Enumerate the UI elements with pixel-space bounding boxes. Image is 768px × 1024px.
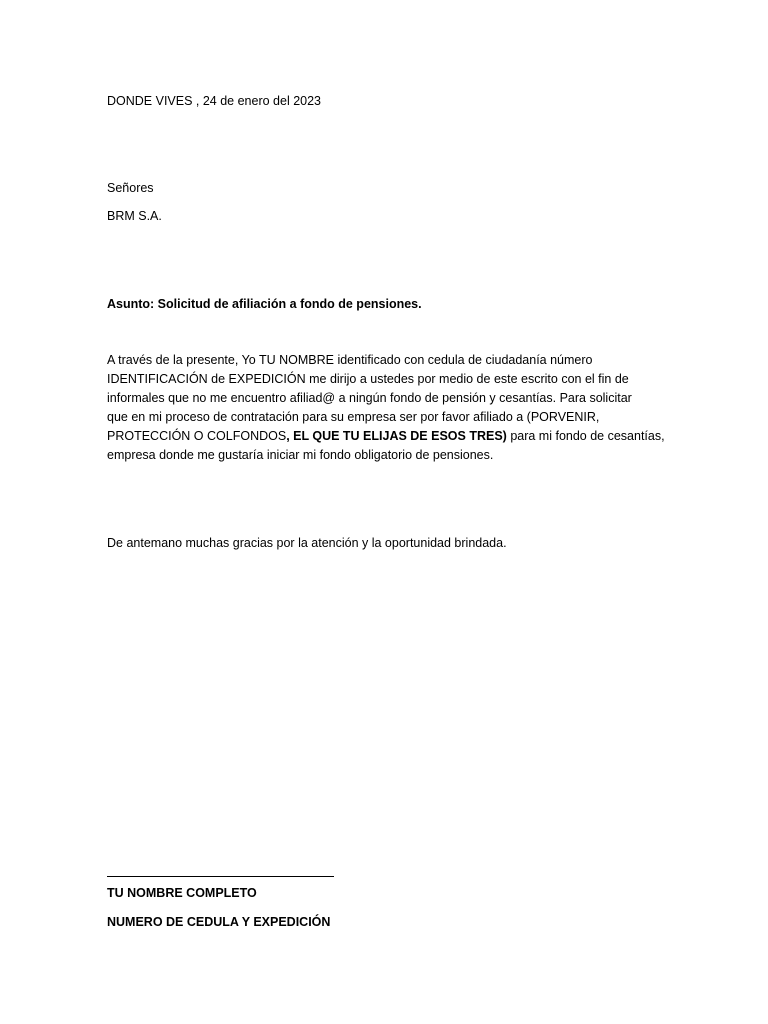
salutation: Señores	[107, 181, 154, 195]
body-line: informales que no me encuentro afiliad@ a ningún fondo de pensión y cesantías. Para solicitar	[107, 391, 632, 405]
body-line: que en mi proceso de contratación para su empresa ser por favor afiliado a (PORVENIR,	[107, 410, 600, 424]
body-line-part: PROTECCIÓN O COLFONDOS	[107, 429, 287, 443]
body-paragraph	[107, 351, 667, 465]
signature-name: TU NOMBRE COMPLETO	[107, 886, 257, 900]
subject: Asunto: Solicitud de afiliación a fondo de pensiones.	[107, 297, 422, 311]
body-line-part: para mi fondo de cesantías,	[506, 429, 665, 443]
signature-line	[107, 876, 334, 877]
body-line: A través de la presente, Yo TU NOMBRE identificado con cedula de ciudadanía número	[107, 353, 593, 367]
closing: De antemano muchas gracias por la atención y la oportunidad brindada.	[107, 536, 507, 550]
place-date: DONDE VIVES , 24 de enero del 2023	[107, 94, 322, 108]
signature-id: NUMERO DE CEDULA Y EXPEDICIÓN	[107, 915, 331, 929]
body-line: empresa donde me gustaría iniciar mi fondo obligatorio de pensiones.	[107, 448, 494, 462]
body-line-emphasis: , EL QUE TU ELIJAS DE ESOS TRES)	[286, 429, 507, 443]
body-line	[107, 427, 667, 446]
recipient: BRM S.A.	[107, 209, 162, 223]
body-line: IDENTIFICACIÓN de EXPEDICIÓN me dirijo a ustedes por medio de este escrito con el fin de	[107, 372, 629, 386]
